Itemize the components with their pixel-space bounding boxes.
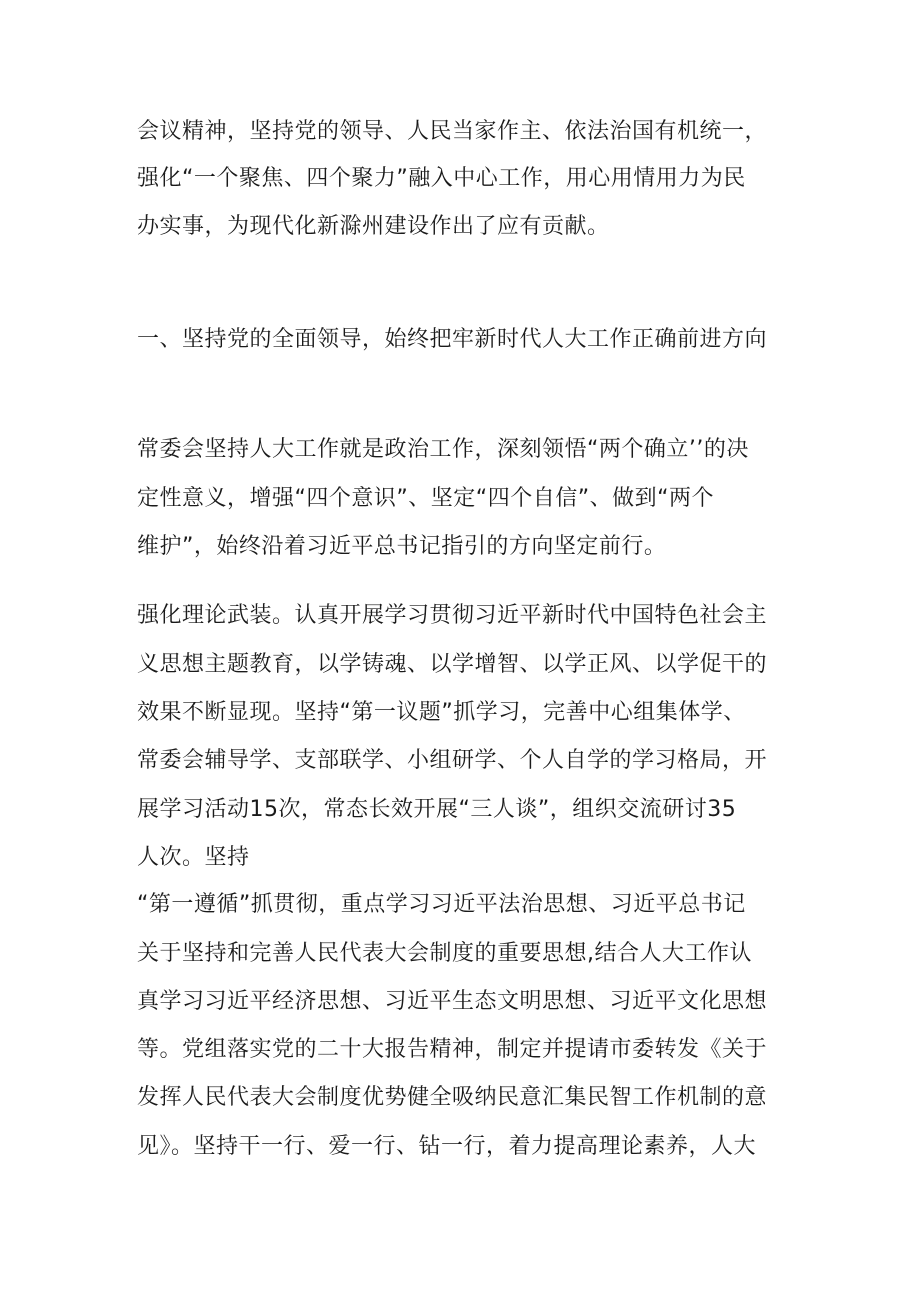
political-line-1: 常委会坚持人大工作就是政治工作，深刻领悟“两个确立’’的决 bbox=[137, 437, 749, 462]
theory-line-12: 见》。坚持干一行、爱一行、钻一行，着力提高理论素养，人大 bbox=[137, 1134, 757, 1159]
theory-line-11: 发挥人民代表大会制度优势健全吸纳民意汇集民智工作机制的意 bbox=[137, 1085, 768, 1110]
section-heading: 一、坚持党的全面领导，始终把牢新时代人大工作正确前进方向 bbox=[137, 327, 768, 352]
political-line-2: 定性意义，增强“四个意识”、坚定“四个自信”、做到“两个 bbox=[137, 486, 714, 511]
theory-line-1: 强化理论武装。认真开展学习贯彻习近平新时代中国特色社会主 bbox=[137, 603, 768, 628]
intro-line-3: 办实事，为现代化新滁州建设作出了应有贡献。 bbox=[137, 214, 610, 239]
intro-line-1: 会议精神，坚持党的领导、人民当家作主、依法治国有机统一， bbox=[137, 119, 768, 144]
political-line-3: 维护”，始终沿着习近平总书记指引的方向坚定前行。 bbox=[137, 534, 667, 559]
theory-line-7: “第一遵循”抓贯彻，重点学习习近平法治思想、习近平总书记 bbox=[137, 892, 746, 917]
theory-line-9: 真学习习近平经济思想、习近平生态文明思想、习近平文化思想 bbox=[137, 989, 768, 1014]
theory-line-4: 常委会辅导学、支部联学、小组研学、个人自学的学习格局，开 bbox=[137, 748, 768, 773]
theory-line-5: 展学习活动15次，常态长效开展“三人谈”，组织交流研讨35 bbox=[137, 797, 737, 822]
theory-line-2: 义思想主题教育，以学铸魂、以学增智、以学正风、以学促干的 bbox=[137, 652, 768, 677]
theory-line-10: 等。党组落实党的二十大报告精神，制定并提请市委转发《关于 bbox=[137, 1037, 768, 1062]
theory-line-8: 关于坚持和完善人民代表大会制度的重要思想,结合人大工作认 bbox=[137, 941, 752, 966]
theory-line-6: 人次。坚持 bbox=[137, 845, 250, 870]
theory-line-3: 效果不断显现。坚持“第一议题”抓学习，完善中心组集体学、 bbox=[137, 700, 746, 725]
intro-line-2: 强化“一个聚焦、四个聚力”融入中心工作，用心用情用力为民 bbox=[137, 166, 746, 191]
